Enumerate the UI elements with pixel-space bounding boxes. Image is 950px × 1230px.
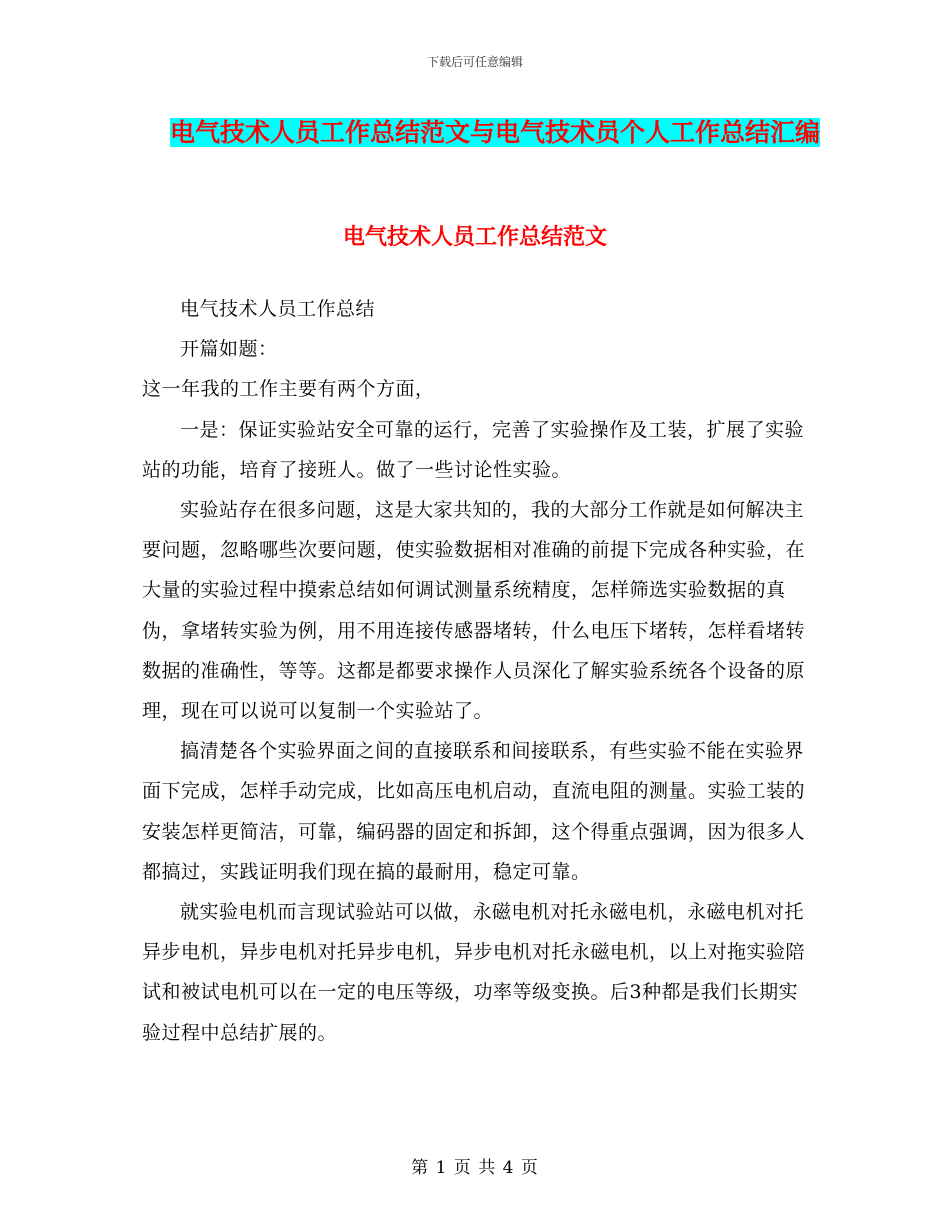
page-number-footer: 第 1 页 共 4 页	[411, 1158, 539, 1178]
paragraph: 开篇如题：	[180, 338, 278, 361]
paragraph: 实验站存在很多问题，这是大家共知的，我的大部分工作就是如何解决主要问题，忽略哪些次要问题，使实验数据相对准确的前提下完成各种实验，在大量的实验过程中摸索总结如何调试测量系统精度，怎样筛选实验数据的真伪，拿堵转实验为例，用不用连接传感器堵转，什么电压下堵转，怎样看堵转数据的准确性，等等。这都是都要求操作人员深化了解实验系统各个设备的原理，现在可以说可以复制一个实验站了。	[142, 499, 806, 723]
paragraph: 这一年我的工作主要有两个方面，	[142, 378, 435, 401]
document-body	[142, 289, 810, 1053]
header-note: 下载后可任意编辑	[426, 55, 523, 69]
section-title: 电气技术人员工作总结范文	[342, 225, 607, 250]
main-title	[140, 110, 850, 156]
paragraph: 一是：保证实验站安全可靠的运行，完善了实验操作及工装，扩展了实验站的功能，培育了接班人。做了一些讨论性实验。	[142, 418, 805, 481]
paragraph: 电气技术人员工作总结	[180, 298, 376, 320]
main-title-text: 电气技术人员工作总结范文与电气技术员个人工作总结汇编	[169, 118, 820, 147]
paragraph: 搞清楚各个实验界面之间的直接联系和间接联系，有些实验不能在实验界面下完成，怎样手动完成，比如高压电机启动，直流电阻的测量。实验工装的安装怎样更简洁，可靠，编码器的固定和拆卸，这个得重点强调，因为很多人都搞过，实践证明我们现在搞的最耐用，稳定可靠。	[142, 740, 806, 883]
paragraph: 就实验电机而言现试验站可以做，永磁电机对托永磁电机，永磁电机对托异步电机，异步电机对托异步电机，异步电机对托永磁电机，以上对拖实验陪试和被试电机可以在一定的电压等级，功率等级变换。后3种都是我们长期实验过程中总结扩展的。	[142, 901, 806, 1044]
